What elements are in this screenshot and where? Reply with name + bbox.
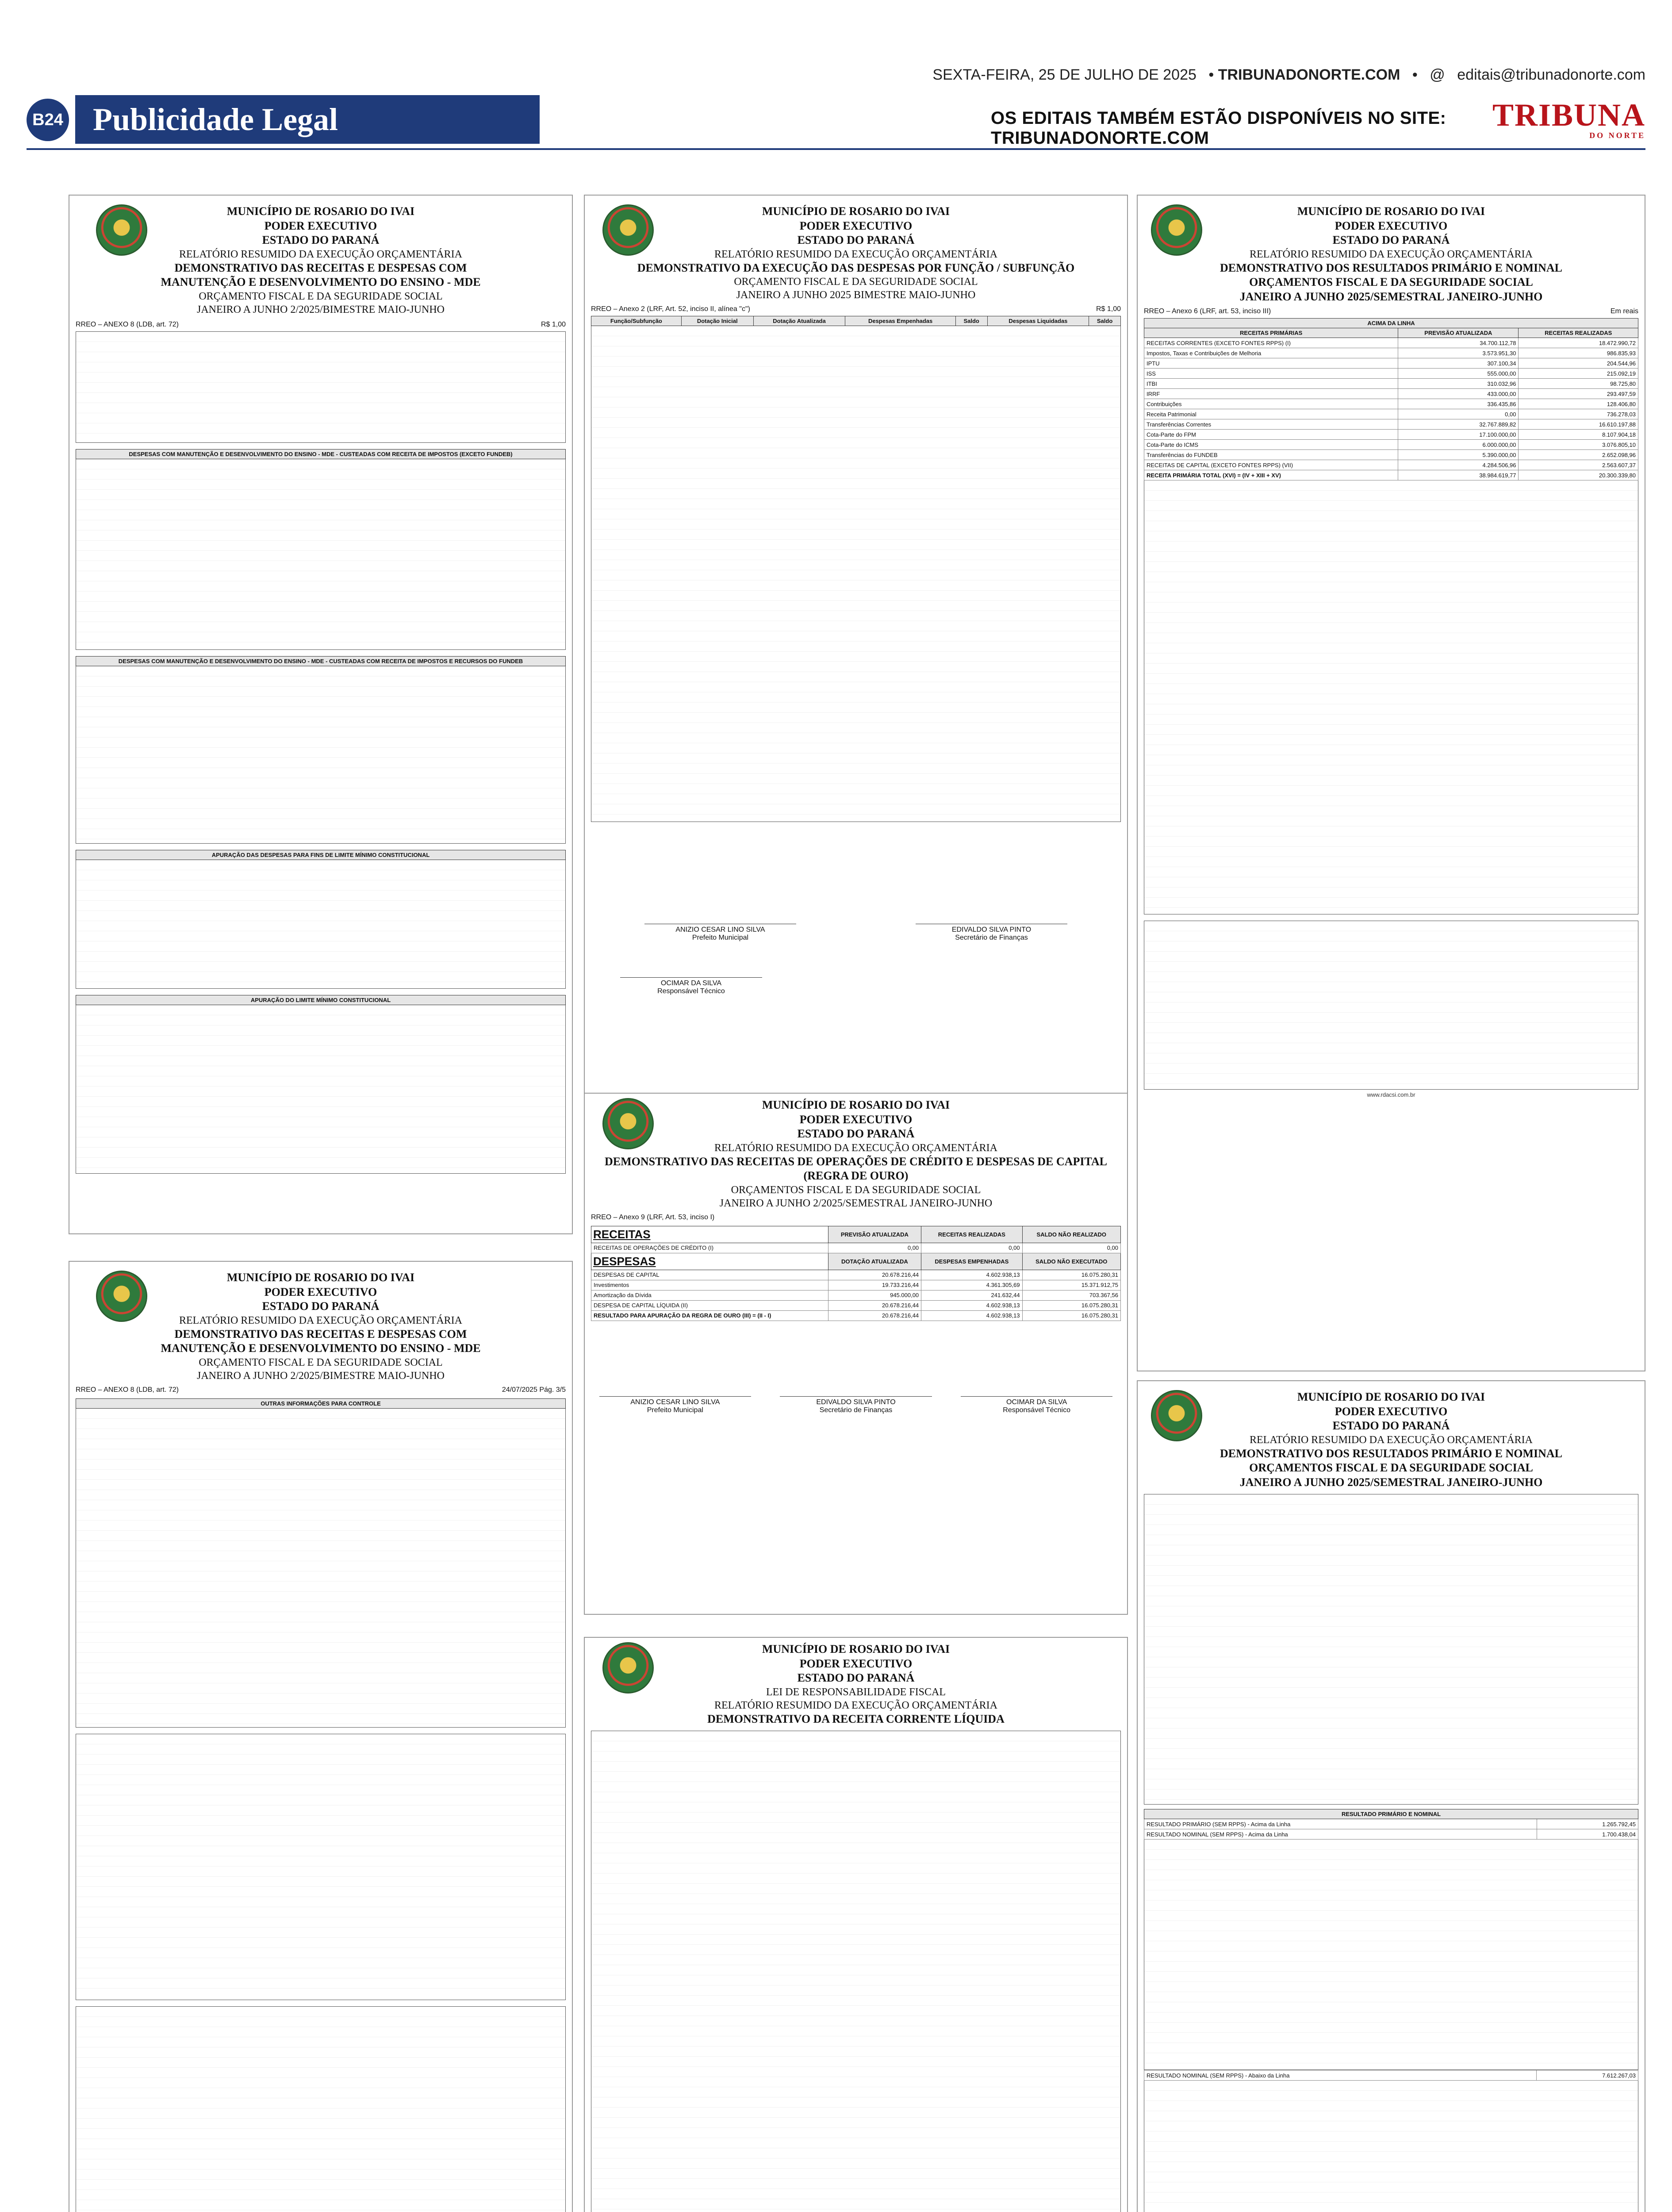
email-link[interactable]: editais@tribunadonorte.com bbox=[1457, 66, 1645, 83]
funcao-table: Função/Subfunção Dotação Inicial Dotação Atualizada Despesas Empenhadas Saldo Despesas Liquidadas Saldo bbox=[591, 316, 1121, 326]
indicator-table bbox=[76, 331, 566, 443]
report-despesas-funcao: MUNICÍPIO DE ROSARIO DO IVAI PODER EXECUTIVO ESTADO DO PARANÁ RELATÓRIO RESUMIDO DA EXECUÇÃO ORÇAMENTÁRIA DEMONSTRATIVO DA EXECUÇÃO DAS DESPESAS POR FUNÇÃO / SUBFUNÇÃO ORÇAMENTO FISCAL E DA SEGURIDADE SOCIAL JANEIRO A JUNHO 2025 BIMESTRE MAIO-JUNHO RREO – Anexo 2 (LRF, Art. 52, inciso II, alínea "c") R$ 1,00 Função/Subfunção Dotação Inicial Dotação Atualizada Despesas Empenhadas Saldo Despesas Liquidadas Saldo ANIZIO CESAR LINO SILVA Prefeito Municipal EDIVALDO SILVA PINTO Secretário de Finanças OCIMAR DA SILVA Responsável Técnico bbox=[584, 195, 1128, 1102]
edition-date: SEXTA-FEIRA, 25 DE JULHO DE 2025 bbox=[932, 66, 1196, 83]
municipal-crest-icon bbox=[602, 1098, 654, 1149]
email-icon: @ bbox=[1430, 66, 1445, 83]
municipal-crest-icon bbox=[602, 1642, 654, 1694]
report-mde-2: MUNICÍPIO DE ROSARIO DO IVAI PODER EXECUTIVO ESTADO DO PARANÁ RELATÓRIO RESUMIDO DA EXECUÇÃO ORÇAMENTÁRIA DEMONSTRATIVO DAS RECEITAS E DESPESAS COM MANUTENÇÃO E DESENVOLVIMENTO DO ENSINO - MDE ORÇAMENTO FISCAL E DA SEGURIDADE SOCIAL JANEIRO A JUNHO 2/2025/BIMESTRE MAIO-JUNHO RREO – ANEXO 8 (LDB, art. 72) 24/07/2025 Pág. 3/5 OUTRAS INFORMAÇÕES PARA CONTROLE bbox=[69, 1261, 573, 2212]
section-header bbox=[27, 95, 1645, 148]
site-link[interactable]: TRIBUNADONORTE.COM bbox=[1218, 66, 1400, 83]
table-header-4: APURAÇÃO DO LIMITE MÍNIMO CONSTITUCIONAL bbox=[76, 995, 566, 1005]
receitas-primarias-table: ACIMA DA LINHA RECEITAS PRIMÁRIAS PREVISÃO ATUALIZADA RECEITAS REALIZADAS RECEITAS CORRENTES (EXCETO FONTES RPPS) (I) 34.700.112,78 18.472.990,72 Impostos, Taxas e Contribuições de Melhoria 3.573.951,30 986.835,93 IPTU 307.100,34 204.544,96 ISS 555.000,00 215.092,19 ITBI 310.032,96 98.725,80 IRRF 433.000,00 293.497,59 Contribuições 336.435,86 128.406,80 Receita Patrimonial 0,00 736.278,03 Transferências Correntes 32.767.889,82 16.610.197,88 Cota-Parte do FPM 17.100.000,00 8.107.904,18 Cota-Parte do ICMS 6.000.000,00 3.076.805,10 Transferências do FUNDEB 5.390.000,00 2.652.098,96 RECEITAS DE CAPITAL (EXCETO FONTES RPPS) (VII) 4.284.506,96 2.563.607,37 RECEITA PRIMÁRIA TOTAL (XVI) = (IV + XIII + XV) 38.984.619,77 20.300.339,80 bbox=[1144, 318, 1638, 480]
brand-logo: TRIBUNA DO NORTE bbox=[1492, 97, 1645, 140]
rcl-table bbox=[591, 1731, 1121, 2212]
header-divider bbox=[27, 148, 1645, 150]
resultado-table: RESULTADO PRIMÁRIO E NOMINAL RESULTADO PRIMÁRIO (SEM RPPS) - Acima da Linha 1.265.792,45 RESULTADO NOMINAL (SEM RPPS) - Acima da Linha 1.700.438,04 bbox=[1144, 1809, 1638, 1839]
report-header: MUNICÍPIO DE ROSARIO DO IVAI PODER EXECUTIVO ESTADO DO PARANÁ RELATÓRIO RESUMIDO DA EXECUÇÃO ORÇAMENTÁRIA DEMONSTRATIVO DAS RECEITAS E DESPESAS COM MANUTENÇÃO E DESENVOLVIMENTO DO ENSINO - MDE ORÇAMENTO FISCAL E DA SEGURIDADE SOCIAL JANEIRO A JUNHO 2/2025/BIMESTRE MAIO-JUNHO bbox=[161, 205, 481, 315]
table-header-2: DESPESAS COM MANUTENÇÃO E DESENVOLVIMENTO DO ENSINO - MDE - CUSTEADAS COM RECEITA DE IMPOSTOS E RECURSOS DO FUNDEB bbox=[76, 656, 566, 666]
section-title: Publicidade Legal bbox=[75, 95, 540, 144]
report-regra-de-ouro: MUNICÍPIO DE ROSARIO DO IVAI PODER EXECUTIVO ESTADO DO PARANÁ RELATÓRIO RESUMIDO DA EXECUÇÃO ORÇAMENTÁRIA DEMONSTRATIVO DAS RECEITAS DE OPERAÇÕES DE CRÉDITO E DESPESAS DE CAPITAL (REGRA DE OURO) ORÇAMENTOS FISCAL E DA SEGURIDADE SOCIAL JANEIRO A JUNHO 2/2025/SEMESTRAL JANEIRO-JUNHO RREO – Anexo 9 (LRF, Art. 53, inciso I) RECEITAS PREVISÃO ATUALIZADA RECEITAS REALIZADAS SALDO NÃO REALIZADO RECEITAS DE OPERAÇÕES DE CRÉDITO (I) 0,00 0,00 0,00 DESPESAS DOTAÇÃO ATUALIZADA DESPESAS EMPENHADAS SALDO NÃO EXECUTADO DESPESAS DE CAPITAL 20.678.216,44 4.602.938,13 16.075.280,31 Investimentos 19.733.216,44 4.361.305,69 15.371.912,75 Amortização da Dívida 945.000,00 241.632,44 703.367,56 DESPESA DE CAPITAL LÍQUIDA (II) 20.678.216,44 4.602.938,13 16.075.280,31 RESULTADO PARA APURAÇÃO DA REGRA DE OURO (III) = (II - I) 20.678.216,44 4.602.938,13 16.075.280,31 ANIZIO CESAR LINO SILVA Prefeito Municipal EDIVALDO SILVA PINTO Secretário de Finanças OCIMAR DA SILVA Responsável Técnico bbox=[584, 1093, 1128, 1615]
regra-ouro-table: RECEITAS PREVISÃO ATUALIZADA RECEITAS REALIZADAS SALDO NÃO REALIZADO RECEITAS DE OPERAÇÕES DE CRÉDITO (I) 0,00 0,00 0,00 DESPESAS DOTAÇÃO ATUALIZADA DESPESAS EMPENHADAS SALDO NÃO EXECUTADO DESPESAS DE CAPITAL 20.678.216,44 4.602.938,13 16.075.280,31 Investimentos 19.733.216,44 4.361.305,69 15.371.912,75 Amortização da Dívida 945.000,00 241.632,44 703.367,56 DESPESA DE CAPITAL LÍQUIDA (II) 20.678.216,44 4.602.938,13 16.075.280,31 RESULTADO PARA APURAÇÃO DA REGRA DE OURO (III) = (II - I) 20.678.216,44 4.602.938,13 16.075.280,31 bbox=[591, 1226, 1121, 1321]
report-resultado-primario-2: MUNICÍPIO DE ROSARIO DO IVAI PODER EXECUTIVO ESTADO DO PARANÁ RELATÓRIO RESUMIDO DA EXECUÇÃO ORÇAMENTÁRIA DEMONSTRATIVO DOS RESULTADOS PRIMÁRIO E NOMINAL ORÇAMENTOS FISCAL E DA SEGURIDADE SOCIAL JANEIRO A JUNHO 2025/SEMESTRAL JANEIRO-JUNHO RESULTADO PRIMÁRIO E NOMINAL RESULTADO PRIMÁRIO (SEM RPPS) - Acima da Linha 1.265.792,45 RESULTADO NOMINAL (SEM RPPS) - Acima da Linha 1.700.438,04 RESULTADO NOMINAL (SEM RPPS) - Abaixo da Linha 7.612.267,03 bbox=[1137, 1380, 1645, 2212]
municipal-crest-icon bbox=[1151, 1390, 1202, 1441]
top-bar: SEXTA-FEIRA, 25 DE JULHO DE 2025 • TRIBUNADONORTE.COM • @ editais@tribunadonorte.com bbox=[932, 66, 1645, 83]
table-header-1: DESPESAS COM MANUTENÇÃO E DESENVOLVIMENTO DO ENSINO - MDE - CUSTEADAS COM RECEITA DE IMPOSTOS (EXCETO FUNDEB) bbox=[76, 449, 566, 459]
report-resultado-primario-1: MUNICÍPIO DE ROSARIO DO IVAI PODER EXECUTIVO ESTADO DO PARANÁ RELATÓRIO RESUMIDO DA EXECUÇÃO ORÇAMENTÁRIA DEMONSTRATIVO DOS RESULTADOS PRIMÁRIO E NOMINAL ORÇAMENTOS FISCAL E DA SEGURIDADE SOCIAL JANEIRO A JUNHO 2025/SEMESTRAL JANEIRO-JUNHO RREO – Anexo 6 (LRF, art. 53, inciso III) Em reais ACIMA DA LINHA RECEITAS PRIMÁRIAS PREVISÃO ATUALIZADA RECEITAS REALIZADAS RECEITAS CORRENTES (EXCETO FONTES RPPS) (I) 34.700.112,78 18.472.990,72 Impostos, Taxas e Contribuições de Melhoria 3.573.951,30 986.835,93 IPTU 307.100,34 204.544,96 ISS 555.000,00 215.092,19 ITBI 310.032,96 98.725,80 IRRF 433.000,00 293.497,59 Contribuições 336.435,86 128.406,80 Receita Patrimonial 0,00 736.278,03 Transferências Correntes 32.767.889,82 16.610.197,88 Cota-Parte do FPM 17.100.000,00 8.107.904,18 Cota-Parte do ICMS 6.000.000,00 3.076.805,10 Transferências do FUNDEB 5.390.000,00 2.652.098,96 RECEITAS DE CAPITAL (EXCETO FONTES RPPS) (VII) 4.284.506,96 2.563.607,37 RECEITA PRIMÁRIA TOTAL (XVI) = (IV + XIII + XV) 38.984.619,77 20.300.339,80 www.rdacsi.com.br bbox=[1137, 195, 1645, 1371]
municipal-crest-icon bbox=[602, 204, 654, 256]
report-mde-1: MUNICÍPIO DE ROSARIO DO IVAI PODER EXECUTIVO ESTADO DO PARANÁ RELATÓRIO RESUMIDO DA EXECUÇÃO ORÇAMENTÁRIA DEMONSTRATIVO DAS RECEITAS E DESPESAS COM MANUTENÇÃO E DESENVOLVIMENTO DO ENSINO - MDE ORÇAMENTO FISCAL E DA SEGURIDADE SOCIAL JANEIRO A JUNHO 2/2025/BIMESTRE MAIO-JUNHO RREO – ANEXO 8 (LDB, art. 72) R$ 1,00 DESPESAS COM MANUTENÇÃO E DESENVOLVIMENTO DO ENSINO - MDE - CUSTEADAS COM RECEITA DE IMPOSTOS (EXCETO FUNDEB) DESPESAS COM MANUTENÇÃO E DESENVOLVIMENTO DO ENSINO - MDE - CUSTEADAS COM RECEITA DE IMPOSTOS E RECURSOS DO FUNDEB APURAÇÃO DAS DESPESAS PARA FINS DE LIMITE MÍNIMO CONSTITUCIONAL APURAÇÃO DO LIMITE MÍNIMO CONSTITUCIONAL bbox=[69, 195, 573, 1234]
notice-text: OS EDITAIS TAMBÉM ESTÃO DISPONÍVEIS NO SITE: TRIBUNADONORTE.COM bbox=[991, 108, 1446, 148]
municipal-crest-icon bbox=[1151, 204, 1202, 256]
signatures: ANIZIO CESAR LINO SILVA Prefeito Municipal EDIVALDO SILVA PINTO Secretário de Finanças bbox=[585, 924, 1127, 942]
municipal-crest-icon bbox=[96, 1271, 147, 1322]
table-header-3: APURAÇÃO DAS DESPESAS PARA FINS DE LIMITE MÍNIMO CONSTITUCIONAL bbox=[76, 850, 566, 860]
page-number: B24 bbox=[27, 99, 69, 141]
report-rcl: MUNICÍPIO DE ROSARIO DO IVAI PODER EXECUTIVO ESTADO DO PARANÁ LEI DE RESPONSABILIDADE FISCAL RELATÓRIO RESUMIDO DA EXECUÇÃO ORÇAMENTÁRIA DEMONSTRATIVO DA RECEITA CORRENTE LÍQUIDA bbox=[584, 1637, 1128, 2212]
municipal-crest-icon bbox=[96, 204, 147, 256]
